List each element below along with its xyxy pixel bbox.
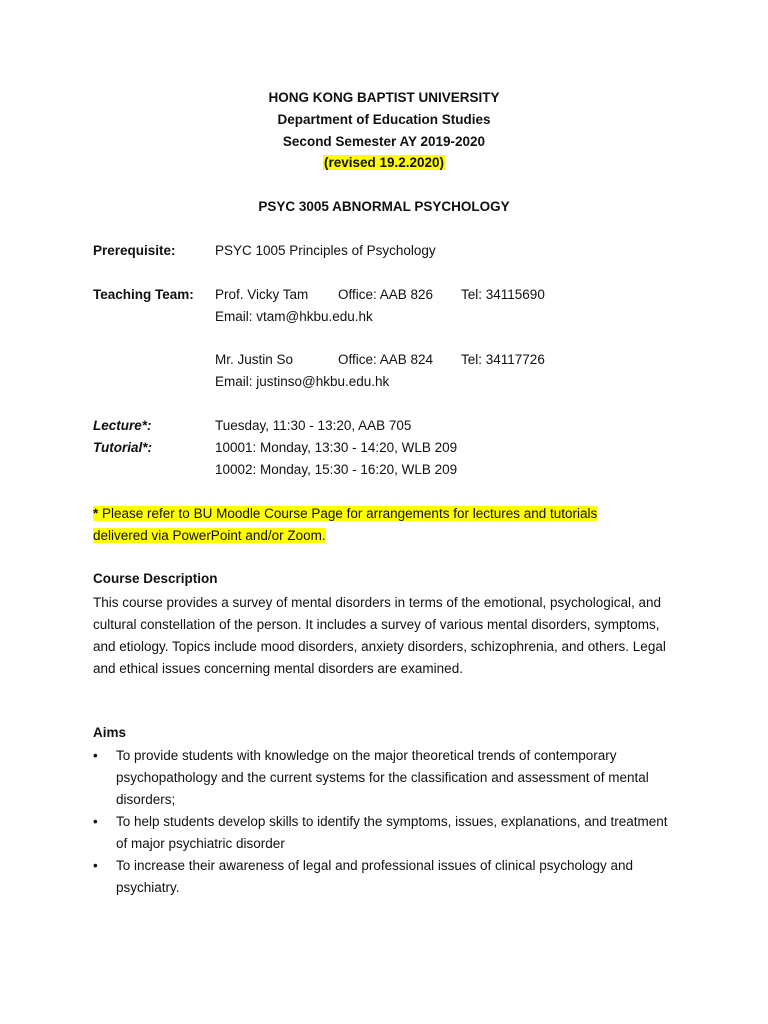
tutorial-session: 10002: Monday, 15:30 - 16:20, WLB 209 — [215, 462, 458, 477]
teaching-team-label: Teaching Team: — [93, 287, 194, 302]
bullet-icon: • — [93, 748, 98, 763]
teacher-tel: Tel: 34117726 — [461, 352, 545, 367]
teacher-email: Email: vtam@hkbu.edu.hk — [215, 309, 373, 324]
semester-line: Second Semester AY 2019-2020 — [282, 134, 486, 149]
revised-date: (revised 19.2.2020) — [323, 155, 445, 170]
course-title: PSYC 3005 ABNORMAL PSYCHOLOGY — [258, 199, 510, 214]
aims-heading: Aims — [93, 725, 127, 740]
tutorial-session: 10001: Monday, 13:30 - 14:20, WLB 209 — [215, 440, 458, 455]
course-description-text: This course provides a survey of mental disorders in terms of the emotional, psychological, and cultural constellation of the person. It includes a survey of various mental disorders, symptoms, and etiology. Topics include mood disorders, anxiety disorders, schizophrenia, and others. Legal and ethical issues concerning mental disorders are examined. — [93, 595, 666, 676]
university-name: HONG KONG BAPTIST UNIVERSITY — [268, 90, 500, 105]
tutorial-label: Tutorial*: — [93, 440, 153, 455]
notice-star: * — [93, 506, 99, 521]
teacher-name: Mr. Justin So — [215, 352, 294, 367]
prerequisite-value: PSYC 1005 Principles of Psychology — [215, 243, 436, 258]
bullet-icon: • — [93, 814, 98, 829]
moodle-notice — [93, 503, 653, 547]
teacher-office: Office: AAB 824 — [338, 352, 434, 367]
list-item — [93, 855, 673, 899]
aims-list — [93, 745, 673, 899]
aim-text: To help students develop skills to identify the symptoms, issues, explanations, and treatment of major psychiatric disorder — [116, 814, 668, 851]
aim-text: To provide students with knowledge on the major theoretical trends of contemporary psychopathology and the current systems for the classification and assessment of mental disorders; — [116, 748, 649, 807]
list-item — [93, 811, 673, 855]
teacher-email: Email: justinso@hkbu.edu.hk — [215, 374, 390, 389]
lecture-label: Lecture*: — [93, 418, 152, 433]
lecture-value: Tuesday, 11:30 - 13:20, AAB 705 — [215, 418, 412, 433]
bullet-icon: • — [93, 858, 98, 873]
list-item — [93, 745, 673, 811]
teacher-name: Prof. Vicky Tam — [215, 287, 309, 302]
course-description-heading: Course Description — [93, 571, 218, 586]
notice-text: Please refer to BU Moodle Course Page for arrangements for lectures and tutorials delivered via PowerPoint and/or Zoom. — [93, 506, 598, 543]
teacher-office: Office: AAB 826 — [338, 287, 434, 302]
department-name: Department of Education Studies — [277, 112, 491, 127]
teacher-tel: Tel: 34115690 — [461, 287, 545, 302]
prerequisite-label: Prerequisite: — [93, 243, 176, 258]
aim-text: To increase their awareness of legal and professional issues of clinical psychology and psychiatry. — [116, 858, 634, 895]
